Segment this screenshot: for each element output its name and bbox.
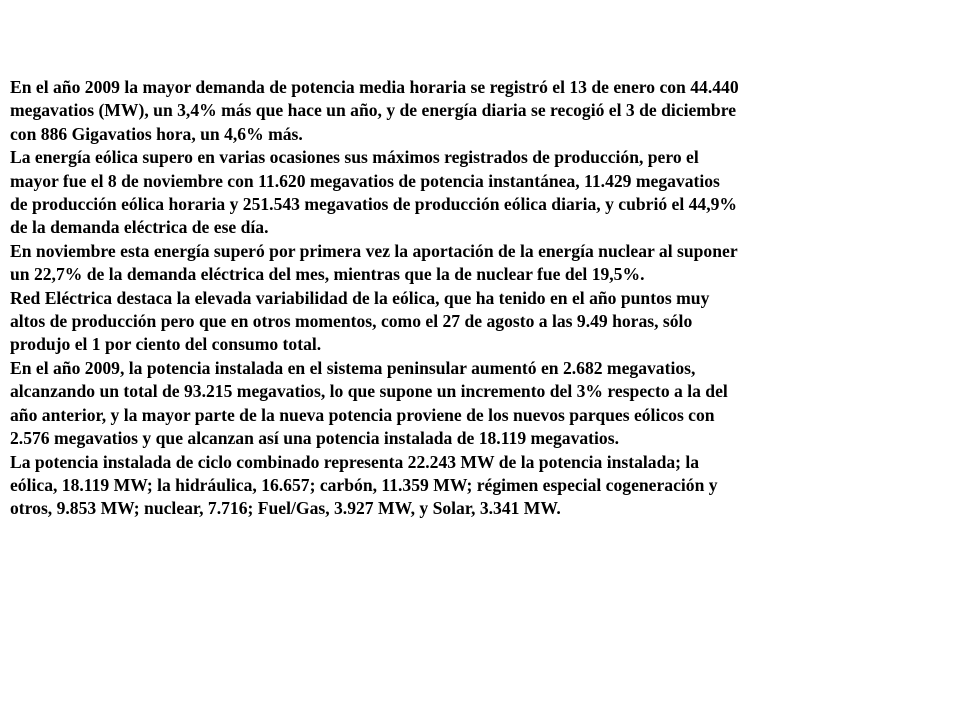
paragraph-wind-vs-nuclear xyxy=(10,240,900,287)
text-line: de la demanda eléctrica de ese día. xyxy=(10,217,269,238)
text-line: En el año 2009 la mayor demanda de potencia media horaria se registró el 13 de enero con 44.440 xyxy=(10,77,739,97)
text-body xyxy=(10,76,900,521)
text-line: La potencia instalada de ciclo combinado representa 22.243 MW de la potencia instalada; la xyxy=(10,451,700,472)
text-line: alcanzando un total de 93.215 megavatios, lo que supone un incremento del 3% respecto a la del xyxy=(10,381,728,402)
paragraph-capacity-breakdown xyxy=(10,451,900,521)
text-line: La energía eólica supero en varias ocasiones sus máximos registrados de producción, pero el xyxy=(10,147,699,168)
text-line: con 886 Gigavatios hora, un 4,6% más. xyxy=(10,123,303,144)
text-line: En noviembre esta energía superó por primera vez la aportación de la energía nuclear al suponer xyxy=(10,240,738,261)
text-line: otros, 9.853 MW; nuclear, 7.716; Fuel/Gas, 3.927 MW, y Solar, 3.341 MW. xyxy=(10,498,561,519)
paragraph-peak-demand xyxy=(10,76,900,146)
paragraph-installed-capacity xyxy=(10,357,900,451)
paragraph-wind-records xyxy=(10,146,900,240)
text-line: eólica, 18.119 MW; la hidráulica, 16.657; carbón, 11.359 MW; régimen especial cogeneración y xyxy=(10,474,718,495)
text-line: mayor fue el 8 de noviembre con 11.620 megavatios de potencia instantánea, 11.429 megavatios xyxy=(10,170,720,191)
text-line: 2.576 megavatios y que alcanzan así una potencia instalada de 18.119 megavatios. xyxy=(10,428,619,449)
text-line: año anterior, y la mayor parte de la nueva potencia proviene de los nuevos parques eólicos con xyxy=(10,404,715,425)
text-line: megavatios (MW), un 3,4% más que hace un año, y de energía diaria se recogió el 3 de diciembre xyxy=(10,100,737,121)
text-line: produjo el 1 por ciento del consumo total. xyxy=(10,334,322,355)
text-line: altos de producción pero que en otros momentos, como el 27 de agosto a las 9.49 horas, sólo xyxy=(10,311,693,332)
text-line: En el año 2009, la potencia instalada en el sistema peninsular aumentó en 2.682 megavatios, xyxy=(10,357,696,378)
text-line: un 22,7% de la demanda eléctrica del mes, mientras que la de nuclear fue del 19,5%. xyxy=(10,264,645,285)
text-line: Red Eléctrica destaca la elevada variabilidad de la eólica, que ha tenido en el año puntos muy xyxy=(10,287,710,308)
text-line: de producción eólica horaria y 251.543 megavatios de producción eólica diaria, y cubrió el 44,9% xyxy=(10,194,738,215)
paragraph-wind-variability xyxy=(10,287,900,357)
